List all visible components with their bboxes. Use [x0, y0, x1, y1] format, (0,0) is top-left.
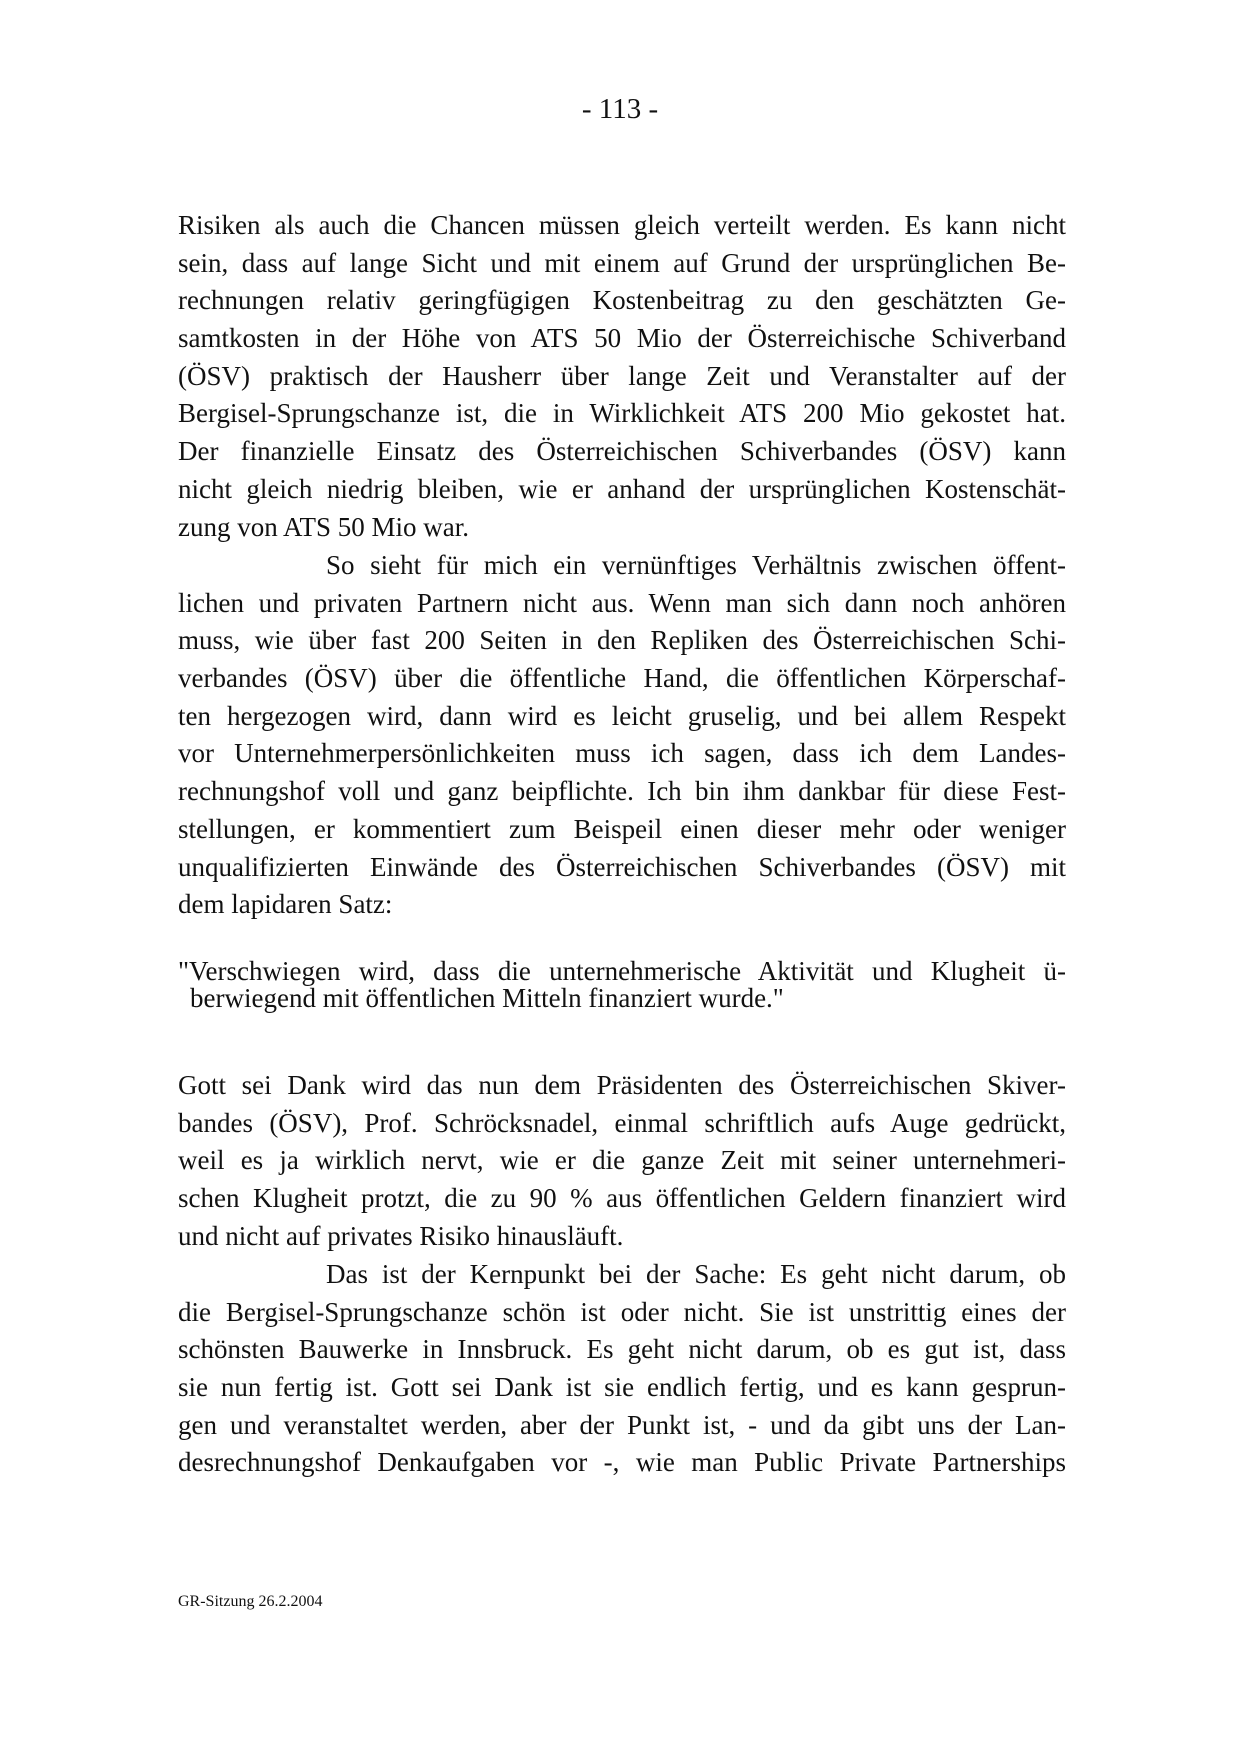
text-line: die Bergisel-Sprungschanze schön ist oder nicht. Sie ist unstrittig eines der [178, 1296, 1066, 1327]
text-line: ten hergezogen wird, dann wird es leicht gruselig, und bei allem Respekt [178, 700, 1066, 731]
block-quote [178, 958, 1066, 1012]
paragraph-gott-sei-dank [178, 1067, 1066, 1255]
text-line: lichen und privaten Partnern nicht aus. Wenn man sich dann noch anhören [178, 587, 1066, 618]
text-line: Das ist der Kernpunkt bei der Sache: Es geht nicht darum, ob [326, 1259, 1066, 1289]
quote-line: "Verschwiegen wird, dass die unternehmerische Aktivität und Klugheit ü- [178, 956, 1066, 986]
text-line: desrechnungshof Denkaufgaben vor -, wie man Public Private Partnerships [178, 1447, 1066, 1478]
text-line: gen und veranstaltet werden, aber der Punkt ist, - und da gibt uns der Lan- [178, 1409, 1066, 1440]
text-line: stellungen, er kommentiert zum Beispeil einen dieser mehr oder weniger [178, 813, 1066, 844]
text-line: So sieht für mich ein vernünftiges Verhältnis zwischen öffent- [326, 550, 1066, 580]
paragraph-risiken [178, 207, 1066, 546]
text-line: Risiken als auch die Chancen müssen gleich verteilt werden. Es kann nicht [178, 210, 1066, 240]
text-line: muss, wie über fast 200 Seiten in den Repliken des Österreichischen Schi- [178, 625, 1066, 656]
text-line: und nicht auf privates Risiko hinausläuft. [178, 1220, 624, 1251]
footer-session-date: GR-Sitzung 26.2.2004 [178, 1593, 323, 1610]
text-line: rechnungen relativ geringfügigen Kostenbeitrag zu den geschätzten Ge- [178, 285, 1066, 316]
page-number: - 113 - [581, 93, 659, 125]
text-line: Bergisel-Sprungschanze ist, die in Wirklichkeit ATS 200 Mio gekostet hat. [178, 398, 1066, 429]
text-line: verbandes (ÖSV) über die öffentliche Hand, die öffentlichen Körperschaf- [178, 663, 1066, 694]
paragraph-verhaeltnis [178, 547, 1066, 924]
text-line: unqualifizierten Einwände des Österreichischen Schiverbandes (ÖSV) mit [178, 851, 1066, 882]
text-line: sein, dass auf lange Sicht und mit einem auf Grund der ursprünglichen Be- [178, 247, 1066, 278]
quote-line: berwiegend mit öffentlichen Mitteln finanziert wurde." [190, 983, 784, 1013]
text-line: weil es ja wirklich nervt, wie er die ganze Zeit mit seiner unternehmeri- [178, 1145, 1066, 1176]
paragraph-kernpunkt [178, 1256, 1066, 1482]
text-line: Der finanzielle Einsatz des Österreichischen Schiverbandes (ÖSV) kann [178, 436, 1066, 467]
text-line: Gott sei Dank wird das nun dem Präsidenten des Österreichischen Skiver- [178, 1070, 1066, 1100]
text-line: schen Klugheit protzt, die zu 90 % aus öffentlichen Geldern finanziert wird [178, 1183, 1066, 1214]
text-line: nicht gleich niedrig bleiben, wie er anhand der ursprünglichen Kostenschät- [178, 473, 1066, 504]
text-line: dem lapidaren Satz: [178, 889, 393, 920]
text-line: samtkosten in der Höhe von ATS 50 Mio der Österreichische Schiverband [178, 323, 1066, 354]
text-line: bandes (ÖSV), Prof. Schröcksnadel, einmal schriftlich aufs Auge gedrückt, [178, 1107, 1066, 1138]
text-line: sie nun fertig ist. Gott sei Dank ist sie endlich fertig, und es kann gesprun- [178, 1372, 1066, 1403]
text-line: schönsten Bauwerke in Innsbruck. Es geht nicht darum, ob es gut ist, dass [178, 1334, 1066, 1365]
text-line: vor Unternehmerpersönlichkeiten muss ich sagen, dass ich dem Landes- [178, 738, 1066, 769]
text-line: rechnungshof voll und ganz beipflichte. Ich bin ihm dankbar für diese Fest- [178, 776, 1066, 807]
text-line: zung von ATS 50 Mio war. [178, 511, 470, 542]
text-line: (ÖSV) praktisch der Hausherr über lange Zeit und Veranstalter auf der [178, 360, 1066, 391]
